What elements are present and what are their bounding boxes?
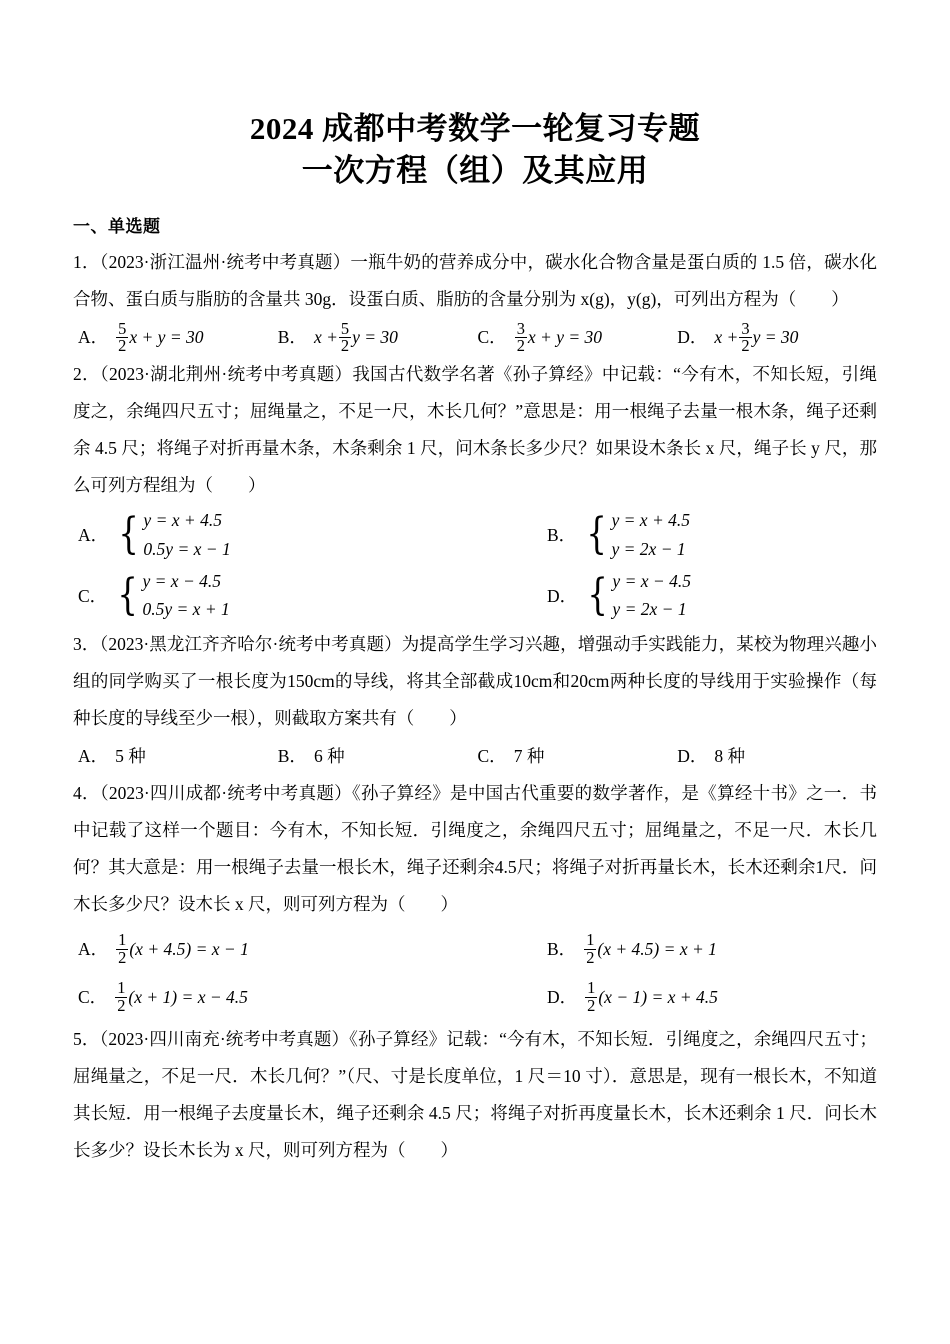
question-2-option-a[interactable] xyxy=(73,504,475,565)
system-row-1: y = x + 4.5 xyxy=(611,510,690,531)
option-expression: (x + 4.5) = x + 1 xyxy=(597,938,717,959)
left-brace-icon: { xyxy=(587,569,609,620)
question-5 xyxy=(73,1021,877,1169)
section-heading: 一、单选题 xyxy=(73,217,161,236)
fraction: $\frac{1}{2}$ xyxy=(117,978,126,1016)
question-1-option-c[interactable] xyxy=(478,319,678,356)
option-label: A． xyxy=(78,525,109,546)
option-label: C． xyxy=(78,986,108,1007)
question-3-option-a[interactable] xyxy=(73,738,278,775)
option-label: D． xyxy=(547,585,578,606)
fraction: $\frac{3}{2}$ xyxy=(516,318,525,356)
option-label: D． xyxy=(547,986,578,1007)
system-row-1: y = x − 4.5 xyxy=(612,570,691,591)
fraction: $\frac{1}{2}$ xyxy=(586,930,595,968)
question-3 xyxy=(73,626,877,775)
question-4-option-d[interactable] xyxy=(475,973,877,1021)
option-expression: y = 30 xyxy=(352,327,398,347)
option-label: A． xyxy=(78,327,109,348)
question-4-option-b[interactable] xyxy=(475,925,877,973)
option-label: C． xyxy=(78,585,108,606)
question-3-option-c[interactable] xyxy=(478,738,678,775)
left-brace-icon: { xyxy=(118,509,140,560)
question-2-text: 2．（2023·湖北荆州·统考中考真题）我国古代数学名著《孙子算经》中记载：“今有木，不知长短，引绳度之，余绳四尺五寸；屈绳量之，不足一尺，木长几何？”意思是：用一根绳子去量一根木条，绳子还剩余 4.5 尺；将绳子对折再量木条，木条剩余 1 尺，问木条长多少尺？如果设木条长 x 尺，绳子长 y 尺，那么可列方程组为（ ） xyxy=(73,364,877,496)
option-label: B． xyxy=(277,327,307,348)
question-2-option-c[interactable] xyxy=(73,565,475,626)
option-label: B． xyxy=(277,745,307,766)
option-label: A． xyxy=(78,938,109,959)
equation-system xyxy=(584,567,691,624)
question-4-options xyxy=(73,925,877,1021)
option-value: 5 种 xyxy=(115,745,146,766)
option-expression: (x − 1) = x + 4.5 xyxy=(598,986,718,1007)
fraction: $\frac{1}{2}$ xyxy=(118,930,127,968)
page-title xyxy=(0,108,950,192)
question-2-option-d[interactable] xyxy=(475,565,877,626)
question-3-options xyxy=(73,738,877,775)
fraction: $\frac{3}{2}$ xyxy=(741,318,750,356)
question-4-option-c[interactable] xyxy=(73,973,475,1021)
option-expression: x + y = 30 xyxy=(129,327,204,347)
title-line-2: 一次方程（组）及其应用 xyxy=(301,153,649,188)
question-1-text: 1．（2023·浙江温州·统考中考真题）一瓶牛奶的营养成分中，碳水化合物含量是蛋白质的 1.5 倍，碳水化合物、蛋白质与脂肪的含量共 30g．设蛋白质、脂肪的含量分别为 x(g)，y(g)，可列出方程为（ ） xyxy=(73,252,877,309)
option-expression: y = 30 xyxy=(752,327,799,347)
option-label: B． xyxy=(547,525,577,546)
left-brace-icon: { xyxy=(117,569,139,620)
option-label: B． xyxy=(547,938,577,959)
question-1-option-a[interactable] xyxy=(73,319,278,356)
question-3-option-d[interactable] xyxy=(677,738,877,775)
option-value: 7 种 xyxy=(513,745,545,766)
question-5-text: 5．（2023·四川南充·统考中考真题）《孙子算经》记载：“今有木，不知长短．引绳度之，余绳四尺五寸；屈绳量之，不足一尺．木长几何？”（尺、寸是长度单位，1 尺＝10 寸）．意思是，现有一根长木，不知道其长短．用一根绳子去度量长木，绳子还剩余 4.5 尺；将绳子对折再度量长木，长木还剩余 1 尺．问长木长多少？设长木长为 x 尺，则可列方程为（ ） xyxy=(73,1028,877,1160)
system-row-2: 0.5y = x − 1 xyxy=(143,538,231,559)
question-2-options xyxy=(73,504,877,625)
question-2 xyxy=(73,356,877,625)
option-prefix: x + xyxy=(714,327,739,347)
option-expression: x + y = 30 xyxy=(527,327,603,347)
question-2-option-b[interactable] xyxy=(475,504,877,565)
question-1 xyxy=(73,244,877,356)
system-row-2: y = 2x − 1 xyxy=(612,599,687,620)
equation-system xyxy=(114,567,230,624)
equation-system xyxy=(583,506,690,563)
option-expression: (x + 4.5) = x − 1 xyxy=(129,938,249,959)
system-row-2: 0.5y = x + 1 xyxy=(142,599,230,620)
system-row-1: y = x − 4.5 xyxy=(142,570,221,591)
left-brace-icon: { xyxy=(586,509,608,560)
fraction: $\frac{5}{2}$ xyxy=(340,318,350,356)
question-1-options xyxy=(73,319,877,356)
option-value: 8 种 xyxy=(714,745,746,766)
question-1-option-b[interactable] xyxy=(278,319,478,356)
question-3-option-b[interactable] xyxy=(278,738,478,775)
option-label: A． xyxy=(78,745,109,766)
system-row-2: y = 2x − 1 xyxy=(611,538,686,559)
equation-system xyxy=(115,506,231,563)
option-label: C． xyxy=(477,327,507,348)
option-label: C． xyxy=(477,745,507,766)
option-label: D． xyxy=(677,327,708,348)
option-label: D． xyxy=(677,745,708,766)
document-content xyxy=(73,214,877,1169)
question-3-text: 3．（2023·黑龙江齐齐哈尔·统考中考真题）为提高学生学习兴趣，增强动手实践能力，某校为物理兴趣小组的同学购买了一根长度为150cm的导线，将其全部截成10cm和20cm两种长度的导线用于实验操作（每种长度的导线至少一根），则截取方案共有（ ） xyxy=(73,633,877,728)
system-row-1: y = x + 4.5 xyxy=(143,510,222,531)
question-4 xyxy=(73,775,877,1021)
fraction: $\frac{5}{2}$ xyxy=(118,318,127,356)
option-prefix: x + xyxy=(313,327,338,347)
option-expression: (x + 1) = x − 4.5 xyxy=(128,986,248,1007)
option-value: 6 种 xyxy=(313,745,345,766)
fraction: $\frac{1}{2}$ xyxy=(587,978,596,1016)
question-4-option-a[interactable] xyxy=(73,925,475,973)
title-line-1: 2024 成都中考数学一轮复习专题 xyxy=(249,111,701,146)
question-4-text: 4．（2023·四川成都·统考中考真题）《孙子算经》是中国古代重要的数学著作，是《算经十书》之一．书中记载了这样一个题目：今有木，不知长短．引绳度之，余绳四尺五寸；屈绳量之，不足一尺．木长几何？其大意是：用一根绳子去量一根长木，绳子还剩余4.5尺；将绳子对折再量长木，长木还剩余1尺．问木长多少尺？设木长 x 尺，则可列方程为（ ） xyxy=(73,782,877,914)
question-1-option-d[interactable] xyxy=(677,319,877,356)
